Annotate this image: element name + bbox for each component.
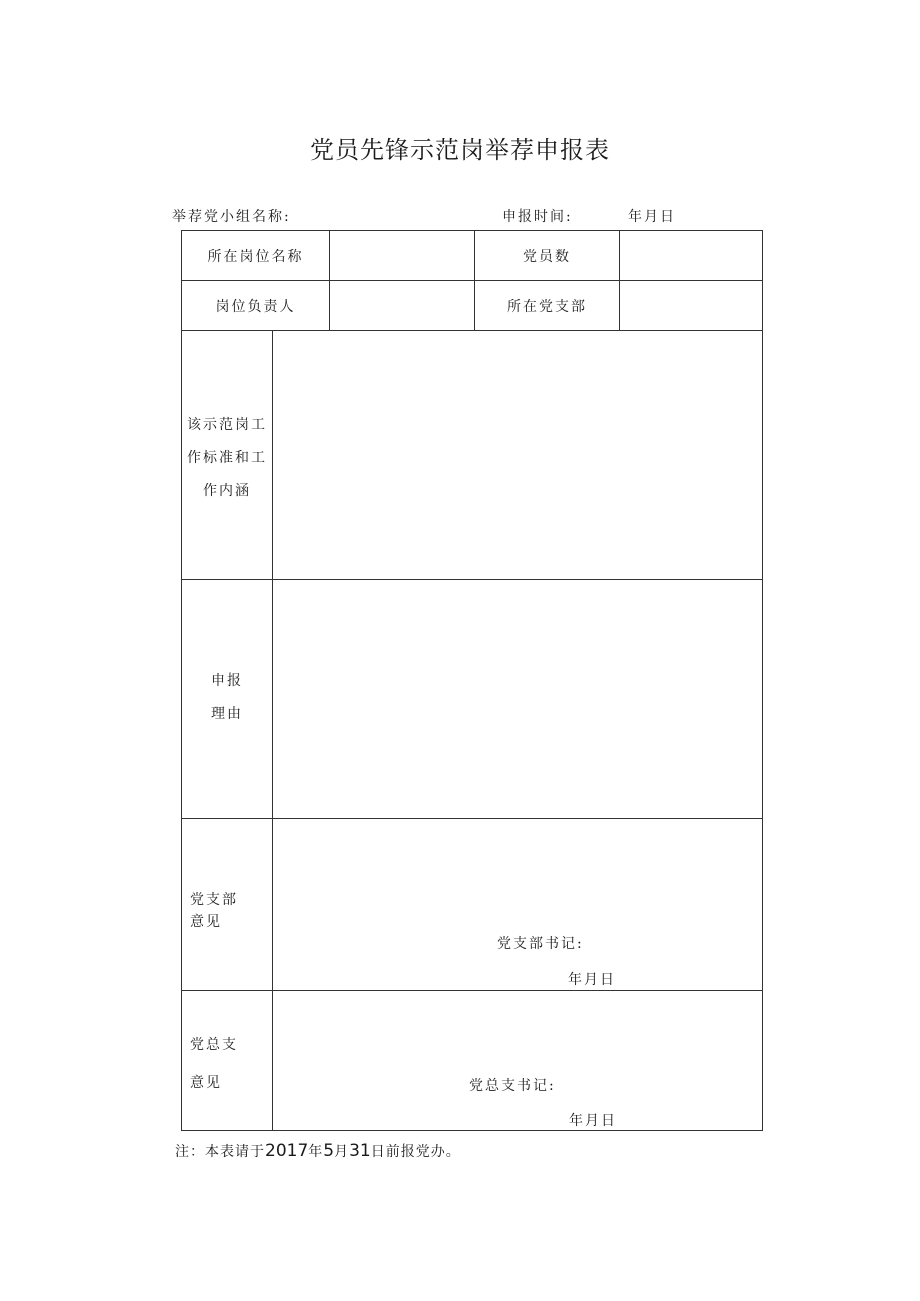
column-divider (329, 231, 330, 330)
branch-opinion-label (190, 889, 260, 933)
label-line: 理由 (211, 706, 243, 722)
general-opinion-date: 年月日 (569, 1113, 617, 1129)
general-branch-opinion-label (190, 1026, 260, 1102)
branch-opinion-date: 年月日 (568, 972, 616, 988)
report-date-value: 年月日 (628, 209, 676, 225)
post-name-label: 所在岗位名称 (207, 249, 304, 265)
member-count-label: 党员数 (523, 249, 571, 265)
row-divider (182, 280, 762, 281)
footnote-prefix: 注：本表请于 (175, 1144, 265, 1160)
label-line: 作标准和工 (187, 450, 267, 466)
form-title: 党员先锋示范岗举荐申报表 (310, 136, 610, 164)
application-table (181, 230, 763, 1131)
application-reason-label (182, 665, 272, 731)
label-line: 党总支 (190, 1037, 238, 1053)
footnote-month: 5 (323, 1141, 335, 1161)
branch-secretary-signature: 党支部书记: (497, 936, 584, 952)
label-line: 申报 (211, 673, 243, 689)
work-standards-label (182, 409, 272, 508)
label-line: 该示范岗工 (187, 417, 267, 433)
footnote-suffix: 日前报党办。 (370, 1144, 461, 1160)
label-line: 意见 (190, 914, 222, 930)
general-branch-opinion-content[interactable] (273, 991, 762, 1130)
label-line: 作内涵 (203, 483, 251, 499)
footnote-day: 31 (349, 1141, 371, 1161)
label-line: 意见 (190, 1075, 222, 1091)
post-leader-label: 岗位负责人 (215, 299, 296, 315)
column-divider (619, 231, 620, 330)
report-date-label: 申报时间: (502, 209, 573, 225)
footnote-month-unit: 月 (334, 1144, 350, 1160)
party-branch-label: 所在党支部 (507, 299, 587, 315)
footnote-year: 2017 (265, 1141, 309, 1161)
work-standards-content[interactable] (273, 331, 762, 579)
footnote-year-unit: 年 (308, 1144, 324, 1160)
footnote (175, 1141, 461, 1161)
recommending-group-label: 举荐党小组名称: (172, 209, 291, 225)
general-secretary-signature: 党总支书记: (469, 1078, 556, 1094)
application-reason-content[interactable] (273, 580, 762, 818)
label-line: 党支部 (190, 892, 238, 908)
branch-opinion-content[interactable] (273, 819, 762, 990)
